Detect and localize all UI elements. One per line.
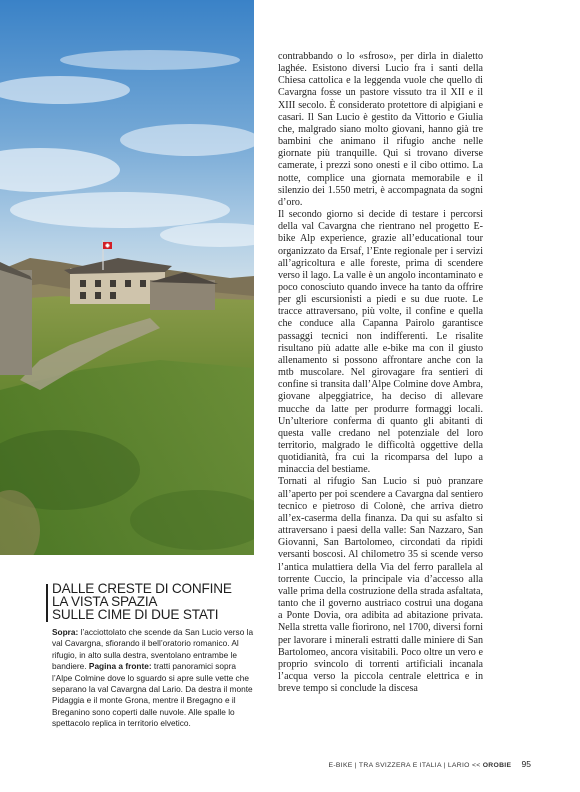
caption-title — [52, 582, 257, 621]
body-paragraph: Il secondo giorno si decide di testare i percorsi della val Cavargna che rientrano nel progetto E-bike Alp experience, grazie all’educational tour organizzato da Ersaf, l’Ente regionale per i servizi all’agricoltura e alle foreste, prima di scendere verso il lago. La valle è un angolo incontaminato e poco conosciuto quando invece ha tanto da offrire per gli escursionisti a piedi e su due ruote. Le tracce attraversano, più volte, il confine e quella che conduce alla Capanna Pairolo garantisce passaggi tecnici non indifferenti. Le risalite risultano più adatte alle e-bike ma con il giusto allenamento si possono affrontare anche con la mtb muscolare. Nel girovagare fra sentieri di confine si transita dall’Alpe Colmine dove Ambra, giovane alpeggiatrice, ha deciso di allevare mucche da latte per produrre formaggi locali. Un’ulteriore conferma di quanto gli abitanti di questa valle credano nel potenziale del loro territorio, malgrado le difficoltà oggettive della quotidianità, fra cui la ricomparsa del lupo a minaccia del bestiame. — [278, 209, 483, 476]
caption-text — [52, 627, 257, 730]
footer-magazine: OROBIE — [482, 762, 512, 769]
body-paragraph: Tornati al rifugio San Lucio si può pranzare all’aperto per poi scendere a Cavargna dal sentiero tecnico e pietroso di Colonè, che arriva dietro all’ex-caserma della finanza. Da qui su asfalto si attraversano i paesi della valle: San Nazzaro, San Giovanni, San Bartolomeo, circondati da ripidi versanti boscosi. Al chilometro 35 si scende verso l’antica mulattiera della Via del ferro parallela al torrente Cuccio, la principale via d’accesso alla valle prima della costruzione della strada asfaltata, tanto che il governo austriaco costruì una dogana a Ponte Dovia, ora adibita ad abitazione privata. Nella stretta valle fiorirono, nel 1700, diversi forni per lavorare i minerali estratti dalle miniere di San Bartolomeo, ancora visitabili. Poco oltre un vero e proprio svincolo di torrenti artificiali incanala l’acqua verso la piccola centrale elettrica e in breve tempo si conclude la discesa — [278, 476, 483, 695]
body-paragraph: contrabbando o lo «sfroso», per dirla in dialetto laghée. Esistono diversi Lucio fra i santi della Chiesa cattolica e la leggenda vuole che quello di Cavargna fosse un pastore vissuto tra il XII e il XIII secolo. È considerato protettore di alpigiani e casari. Il San Lucio è gestito da Vittorio e Giulia che, malgrado siano molto giovani, hanno già tre bambini che animano il rifugio anche nelle giornate più tranquille. Qui si trovano diverse camerate, i prezzi sono onesti e il cibo ottimo. La notte, complice una giornata memorabile e il silenzio dei 1.550 metri, è accompagnata da sogni d’oro. — [278, 51, 483, 208]
caption-title-line-2: LA VISTA SPAZIA — [52, 594, 158, 609]
photo-rifugio-san-lucio — [0, 0, 254, 555]
caption-facing-text: tratti panoramici sopra l’Alpe Colmine dove lo sguardo si apre sulle vette che separano la val Cavargna dal Lario. Da destra il monte Pidaggia e il monte Grona, mentre il Bregagno e il Breganino sono coperti dalle nuvole. Alle spalle lo spettacolo replica in territorio elvetico. — [52, 661, 253, 729]
photo-caption — [52, 582, 257, 730]
caption-intro-text: l’acciottolato che scende da San Lucio verso la val Cavargna, sfiorando il bell’oratorio romanico. Al rifugio, in alto sulla destra, sventolano entrambe le bandiere. — [52, 627, 254, 672]
photo-landscape — [0, 0, 254, 555]
caption-facing-label: Pagina a fronte: — [88, 661, 152, 672]
caption-title-line-3: SULLE CIME DI DUE STATI — [52, 607, 219, 622]
article-body — [278, 51, 483, 695]
footer-arrows: << — [471, 762, 481, 769]
caption-rule — [46, 584, 48, 622]
caption-intro-label: Sopra: — [52, 627, 79, 637]
page-number: 95 — [521, 759, 531, 769]
footer-section: E-BIKE | TRA SVIZZERA E ITALIA | LARIO — [328, 762, 470, 769]
caption-title-line-1: DALLE CRESTE DI CONFINE — [52, 581, 232, 596]
page-footer — [329, 759, 531, 769]
